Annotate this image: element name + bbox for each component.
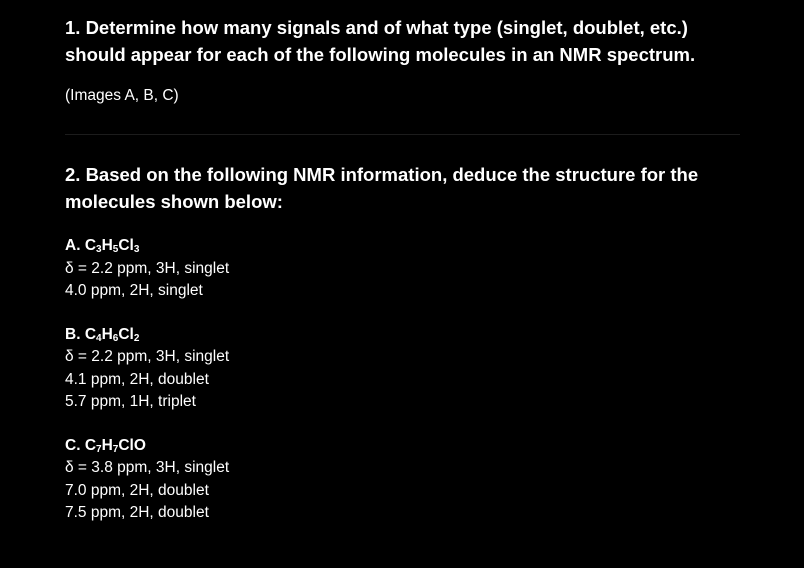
formula-subscript: 3 [133,244,140,255]
formula-subscript: 5 [112,244,119,255]
images-note: (Images A, B, C) [65,87,179,104]
formula-subscript: 6 [112,332,119,344]
nmr-line: δ = 2.2 ppm, 3H, singlet [65,348,230,365]
question-1-line-2: should appear for each of the following molecules in an NMR spectrum. [65,44,696,65]
formula-subscript: 3 [96,244,102,255]
nmr-line: δ = 2.2 ppm, 3H, singlet [65,259,230,277]
formula-element: C [84,237,97,254]
molecule-b-formula [65,324,745,347]
question-2-line-2: molecules shown below: [65,191,283,212]
molecule-c-label: C. [65,436,81,454]
nmr-line: 5.7 ppm, 1H, triplet [65,393,196,410]
molecule-b [65,324,745,414]
nmr-line: 4.0 ppm, 2H, singlet [65,282,203,299]
nmr-line: 4.1 ppm, 2H, doublet [65,370,209,388]
formula-subscript: 7 [96,443,102,455]
formula-subscript: 4 [96,332,102,344]
formula-element: Cl [118,325,134,343]
formula-element: H [101,436,113,454]
formula-element: H [101,325,113,343]
question-1-heading [65,14,745,68]
formula-element: Cl [118,237,134,254]
molecule-b-label: B. [65,325,81,343]
formula-subscript: 2 [133,332,140,344]
formula-element: C [84,436,97,454]
molecule-a-label: A. [65,237,81,254]
formula-element: H [101,237,113,254]
formula-subscript: 7 [112,443,119,455]
document-page [65,14,745,525]
question-2-heading [65,161,745,215]
nmr-line: δ = 3.8 ppm, 3H, singlet [65,459,230,476]
formula-element: C [84,325,97,343]
nmr-line: 7.5 ppm, 2H, doublet [65,504,209,521]
question-1-line-1: 1. Determine how many signals and of what type (singlet, doublet, etc.) [65,17,688,38]
question-2-line-1: 2. Based on the following NMR information, deduce the structure for the [65,164,699,185]
molecule-c-formula [65,435,745,458]
section-divider [65,134,740,135]
nmr-line: 7.0 ppm, 2H, doublet [65,481,209,499]
formula-element: ClO [118,436,146,454]
molecule-a-formula [65,235,745,258]
molecule-a [65,235,745,303]
molecule-c [65,435,745,525]
